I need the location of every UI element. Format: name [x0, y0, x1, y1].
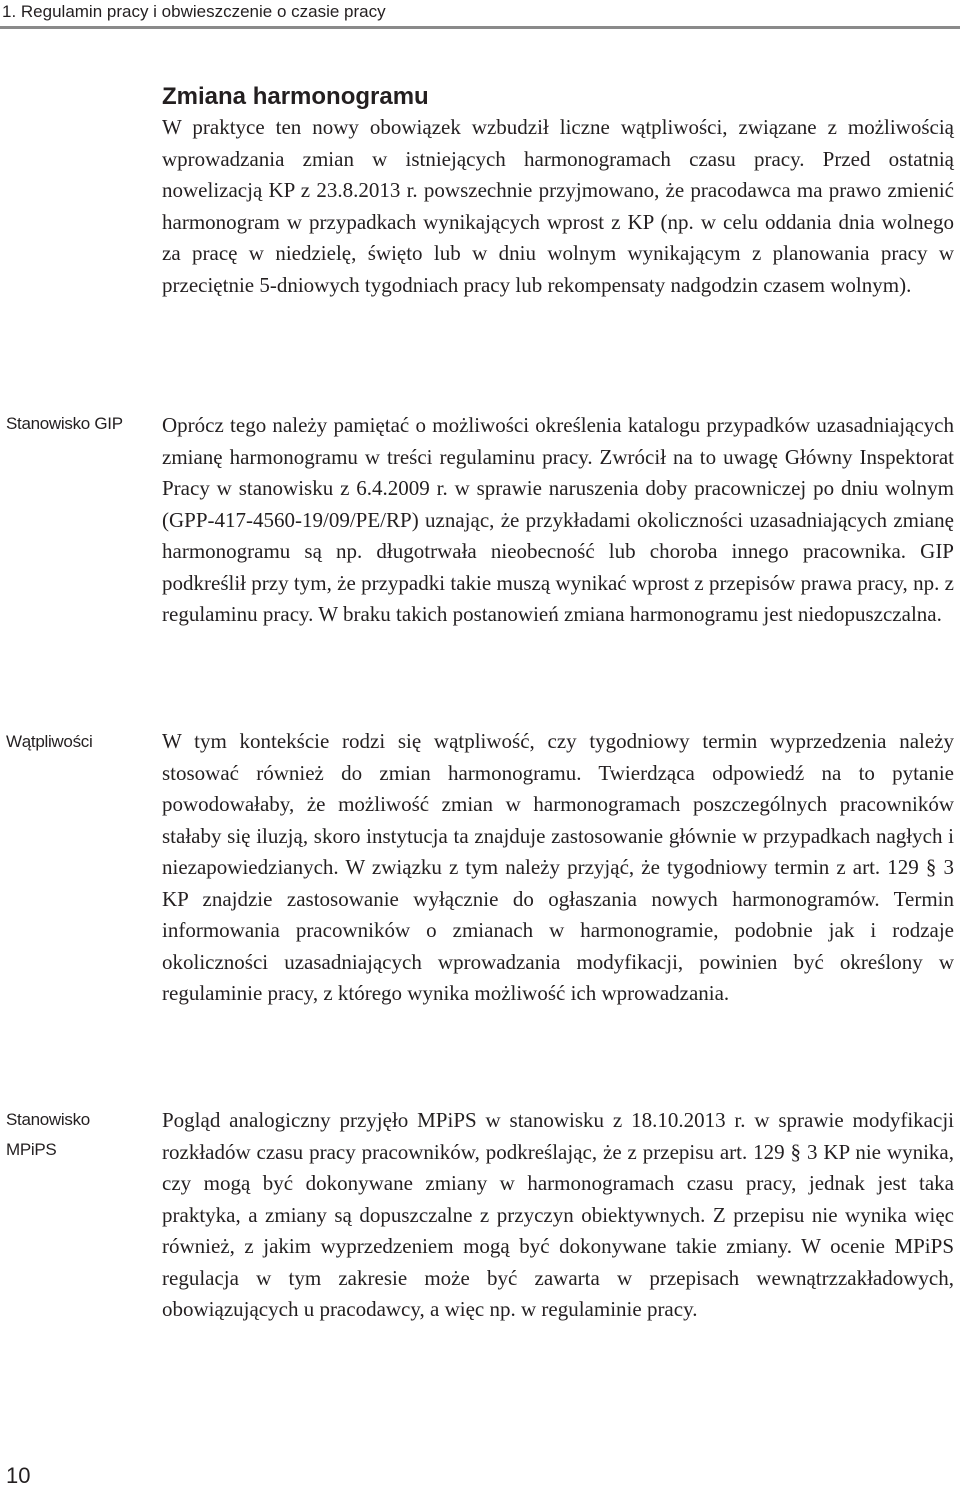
section-title: Zmiana harmonogramu [162, 83, 429, 110]
header-rule [0, 26, 960, 29]
paragraph-2: Oprócz tego należy pamiętać o możliwości określenia katalogu przypadków uzasadniających zmianę harmonogramu w treści regulaminu pracy. Zwrócił na to uwagę Główny Inspektorat Pracy w stanowisku z 6.4.2009 r. w sprawie naruszenia doby pracowniczej po dniu wolnym (GPP-417-4560-19/09/PE/RP) uznając, że przykładami okoliczności uzasadniających zmianę harmonogramu są np. długotrwała nieobecność lub choroba innego pracownika. GIP podkreślił przy tym, że przypadki takie muszą wynikać wprost z przepisów prawa pracy, np. z regulaminu pracy. W braku takich postanowień zmiana harmonogramu jest niedopuszczalna. [162, 413, 954, 626]
page-number: 10 [6, 1463, 31, 1488]
margin-note-mpips-line1: Stanowisko [6, 1110, 90, 1129]
margin-note-stanowisko-gip: Stanowisko GIP [6, 414, 123, 433]
paragraph-3: W tym kontekście rodzi się wątpliwość, czy tygodniowy termin wyprzedzenia należy stosować również do zmian harmonogramu. Twierdząca odpowiedź na to pytanie powodowałaby, że możliwość zmian w harmonogramach poszczególnych pracowników stałaby się iluzją, skoro instytucja ta znajduje zastosowanie głównie w przypadkach nagłych i niezapowiedzianych. W związku z tym należy przyjąć, że tygodniowy termin z art. 129 § 3 KP znajdzie zastosowanie wyłącznie do ogłaszania nowych harmonogramów. Termin informowania pracowników o zmianach w harmonogramie, podobnie jak i rodzaje okoliczności uzasadniających wprowadzania modyfikacji, powinien być określony w regulaminie pracy, z którego wynika możliwość ich wprowadzania. [162, 729, 954, 1005]
margin-note-mpips-line2: MPiPS [6, 1140, 57, 1159]
running-header: 1. Regulamin pracy i obwieszczenie o czasie pracy [2, 2, 386, 21]
paragraph-4: Pogląd analogiczny przyjęło MPiPS w stanowisku z 18.10.2013 r. w sprawie modyfikacji rozkładów czasu pracy pracowników, podkreślając, że z przepisu art. 129 § 3 KP nie wynika, czy mogą być dokonywane zmiany w harmonogramach czasu pracy, jednak jest taka praktyka, a zmiany są dopuszczalne z przyczyn obiektywnych. Z przepisu nie wynika więc również, z jakim wyprzedzeniem mogą być dokonywane takie zmiany. W ocenie MPiPS regulacja w tym zakresie może być zawarta w przepisach wewnątrzzakładowych, obowiązujących u pracodawcy, a więc np. w regulaminie pracy. [162, 1108, 954, 1321]
margin-note-watpliwosci: Wątpliwości [6, 732, 93, 751]
margin-note-stanowisko-mpips [6, 1105, 146, 1165]
paragraph-1: W praktyce ten nowy obowiązek wzbudził liczne wątpliwości, związane z możliwością wprowadzania zmian w istniejących harmonogramach czasu pracy. Przed ostatnią nowelizacją KP z 23.8.2013 r. powszechnie przyjmowano, że pracodawca ma prawo zmienić harmonogram w przypadkach wynikających wprost z KP (np. w celu oddania dnia wolnego za pracę w niedzielę, święto lub w dniu wolnym wynikającym z planowania pracy w przeciętnie 5-dniowych tygodniach pracy lub rekompensaty nadgodzin czasem wolnym). [162, 115, 954, 297]
